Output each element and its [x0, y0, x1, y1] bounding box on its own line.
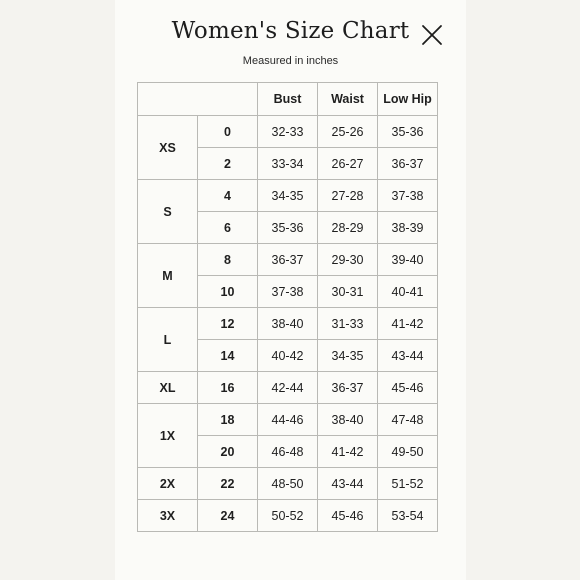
low-hip-cell: 53-54 [378, 500, 438, 532]
table-header-row [138, 83, 438, 116]
waist-cell: 41-42 [318, 436, 378, 468]
bust-cell: 46-48 [258, 436, 318, 468]
waist-cell: 34-35 [318, 340, 378, 372]
low-hip-cell: 36-37 [378, 148, 438, 180]
size-number-cell: 20 [198, 436, 258, 468]
bust-cell: 38-40 [258, 308, 318, 340]
bust-cell: 40-42 [258, 340, 318, 372]
bust-cell: 42-44 [258, 372, 318, 404]
low-hip-cell: 41-42 [378, 308, 438, 340]
header-waist: Waist [318, 83, 378, 116]
size-number-cell: 8 [198, 244, 258, 276]
waist-cell: 28-29 [318, 212, 378, 244]
waist-cell: 43-44 [318, 468, 378, 500]
size-letter-cell: M [138, 244, 198, 308]
bust-cell: 33-34 [258, 148, 318, 180]
waist-cell: 29-30 [318, 244, 378, 276]
table-body [138, 116, 438, 532]
bust-cell: 34-35 [258, 180, 318, 212]
table-row [138, 468, 438, 500]
size-letter-cell: XL [138, 372, 198, 404]
waist-cell: 36-37 [318, 372, 378, 404]
size-letter-cell: 3X [138, 500, 198, 532]
low-hip-cell: 37-38 [378, 180, 438, 212]
size-number-cell: 16 [198, 372, 258, 404]
waist-cell: 31-33 [318, 308, 378, 340]
table-row [138, 244, 438, 276]
waist-cell: 45-46 [318, 500, 378, 532]
low-hip-cell: 51-52 [378, 468, 438, 500]
size-number-cell: 0 [198, 116, 258, 148]
low-hip-cell: 49-50 [378, 436, 438, 468]
size-letter-cell: 2X [138, 468, 198, 500]
waist-cell: 30-31 [318, 276, 378, 308]
header-bust: Bust [258, 83, 318, 116]
size-letter-cell: XS [138, 116, 198, 180]
close-icon-glyph [420, 23, 444, 47]
low-hip-cell: 38-39 [378, 212, 438, 244]
low-hip-cell: 39-40 [378, 244, 438, 276]
bust-cell: 36-37 [258, 244, 318, 276]
size-number-cell: 24 [198, 500, 258, 532]
size-number-cell: 2 [198, 148, 258, 180]
waist-cell: 25-26 [318, 116, 378, 148]
table-row [138, 500, 438, 532]
size-letter-cell: L [138, 308, 198, 372]
bust-cell: 50-52 [258, 500, 318, 532]
low-hip-cell: 35-36 [378, 116, 438, 148]
size-letter-cell: S [138, 180, 198, 244]
table-row [138, 180, 438, 212]
bust-cell: 44-46 [258, 404, 318, 436]
waist-cell: 38-40 [318, 404, 378, 436]
size-number-cell: 12 [198, 308, 258, 340]
bust-cell: 37-38 [258, 276, 318, 308]
size-number-cell: 14 [198, 340, 258, 372]
bust-cell: 35-36 [258, 212, 318, 244]
table-row [138, 372, 438, 404]
header-blank [138, 83, 258, 116]
bust-cell: 48-50 [258, 468, 318, 500]
bust-cell: 32-33 [258, 116, 318, 148]
size-number-cell: 4 [198, 180, 258, 212]
size-number-cell: 6 [198, 212, 258, 244]
table-row [138, 404, 438, 436]
table-row [138, 308, 438, 340]
low-hip-cell: 40-41 [378, 276, 438, 308]
modal-subtitle: Measured in inches [242, 55, 339, 67]
modal-title: Women's Size Chart [171, 18, 410, 44]
waist-cell: 26-27 [318, 148, 378, 180]
waist-cell: 27-28 [318, 180, 378, 212]
size-number-cell: 18 [198, 404, 258, 436]
size-number-cell: 22 [198, 468, 258, 500]
low-hip-cell: 45-46 [378, 372, 438, 404]
close-icon[interactable] [420, 23, 444, 47]
size-letter-cell: 1X [138, 404, 198, 468]
size-table [137, 82, 438, 532]
table-row [138, 116, 438, 148]
low-hip-cell: 47-48 [378, 404, 438, 436]
header-low-hip: Low Hip [378, 83, 438, 116]
size-number-cell: 10 [198, 276, 258, 308]
low-hip-cell: 43-44 [378, 340, 438, 372]
size-chart-modal [115, 0, 466, 580]
